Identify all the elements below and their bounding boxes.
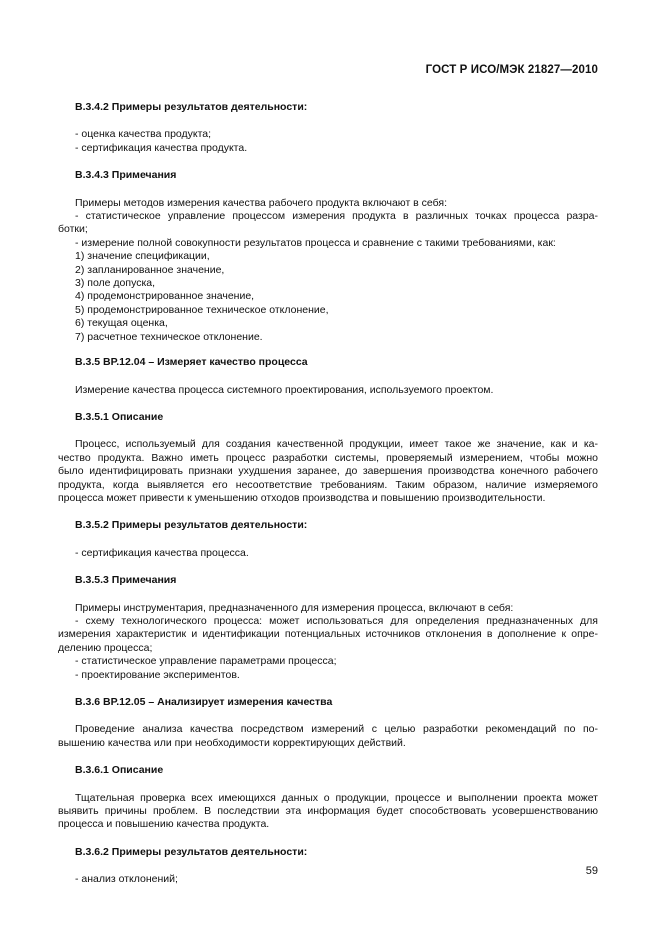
- paragraph: ботки;: [58, 223, 88, 236]
- paragraph-line: было идентифицировать признаки ухудшения заранее, до завершения производства конечного рабочего: [58, 465, 598, 478]
- heading-b351: B.3.5.1 Описание: [75, 410, 164, 423]
- paragraph: - измерение полной совокупности результатов процесса и сравнение с такими требованиями, как:: [75, 236, 556, 249]
- list-item: - сертификация качества продукта.: [75, 141, 248, 154]
- paragraph-line: Тщательная проверка всех имеющихся данных о продукции, процессе и выполнении проекта может: [75, 791, 598, 804]
- paragraph-line: - проектирование экспериментов.: [75, 668, 240, 681]
- paragraph-line: Процесс, используемый для создания качественной продукции, имеет такое же значение, как и ка-: [75, 438, 598, 451]
- paragraph-line: продукта, когда выявляется его несоответствие требованиям. Таким образом, наличие измеряемого: [58, 478, 598, 491]
- heading-b342: B.3.4.2 Примеры результатов деятельности:: [75, 101, 308, 113]
- heading-b361: B.3.6.1 Описание: [75, 764, 164, 777]
- paragraph-line: - схему технологического процесса: может использоваться для определения предназначенных для: [75, 614, 598, 627]
- heading-b343: B.3.4.3 Примечания: [75, 169, 177, 182]
- list-item: - оценка качества продукта;: [75, 128, 212, 141]
- paragraph-line: процесса и повышению качества продукта.: [58, 818, 270, 831]
- paragraph: Примеры методов измерения качества рабочего продукта включают в себя:: [75, 196, 448, 209]
- list-item: 2) запланированное значение,: [75, 263, 225, 276]
- paragraph-line: чество продукта. Важно иметь процесс разработки системы, проверяемый измерением, чтобы можно: [58, 451, 598, 464]
- heading-b35: B.3.5 BP.12.04 – Измеряет качество процесса: [75, 356, 308, 369]
- paragraph-line: измерения характеристик и идентификации потенциальных источников отклонения в дополнение к опре-: [58, 628, 598, 641]
- heading-b362: B.3.6.2 Примеры результатов деятельности:: [75, 845, 308, 858]
- standard-header: ГОСТ Р ИСО/МЭК 21827—2010: [425, 64, 598, 76]
- paragraph-line: процесса может привести к уменьшению отходов производства и повышению производительности.: [58, 491, 546, 504]
- heading-b36: B.3.6 BP.12.05 – Анализирует измерения качества: [75, 696, 333, 708]
- page-content: [58, 101, 598, 887]
- list-item: 6) текущая оценка,: [75, 317, 168, 330]
- paragraph-line: - статистическое управление параметрами процесса;: [75, 655, 337, 668]
- page-number: 59: [585, 865, 598, 877]
- heading-b352: B.3.5.2 Примеры результатов деятельности:: [75, 519, 308, 532]
- list-item: 1) значение спецификации,: [75, 250, 210, 263]
- paragraph-line: Проведение анализа качества посредством измерений с целью разработки рекомендаций по по-: [75, 723, 598, 736]
- list-item: - анализ отклонений;: [75, 873, 178, 886]
- list-item: 3) поле допуска,: [75, 277, 156, 290]
- list-item: - сертификация качества процесса.: [75, 546, 249, 559]
- list-item: 5) продемонстрированное техническое отклонение,: [75, 303, 329, 316]
- paragraph-line: делению процесса;: [58, 641, 153, 654]
- paragraph: - статистическое управление процессом измерения продукта в различных точках процесса разра-: [75, 210, 598, 223]
- heading-b353: B.3.5.3 Примечания: [75, 574, 177, 587]
- paragraph: Измерение качества процесса системного проектирования, используемого проектом.: [75, 383, 494, 396]
- paragraph-line: выявить причины проблем. В последствии эта информация будет способствовать усовершенствованию: [58, 805, 598, 818]
- list-item: 7) расчетное техническое отклонение.: [75, 330, 263, 343]
- paragraph-line: вышению качества или при необходимости корректирующих действий.: [58, 736, 406, 749]
- paragraph: Примеры инструментария, предназначенного для измерения процесса, включают в себя:: [75, 601, 514, 614]
- list-item: 4) продемонстрированное значение,: [75, 290, 255, 303]
